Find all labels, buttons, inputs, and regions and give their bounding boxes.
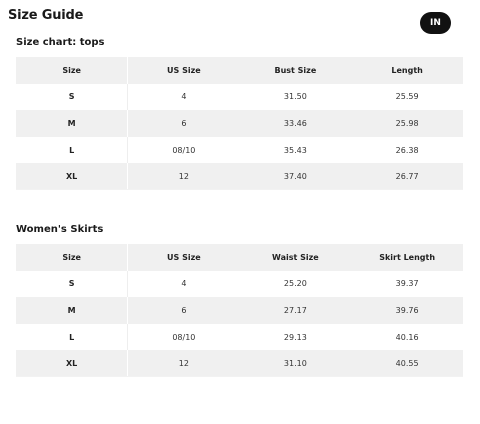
column-header: Waist Size [272,252,319,262]
bust-size-cell: 35.43 [283,145,307,155]
column-header: Size [16,57,128,84]
bust-size-cell: 31.50 [283,92,307,102]
table-row [16,350,463,377]
waist-size-cell: 29.13 [283,332,307,342]
column-header: US Size [167,252,201,262]
table-row [16,137,463,164]
tops-size-table [16,57,463,190]
skirt-length-cell: 40.16 [395,332,419,342]
column-header: Length [391,65,423,75]
waist-size-cell: 25.20 [283,279,307,289]
table-row [16,84,463,111]
skirt-length-cell: 39.76 [395,305,419,315]
table-row [16,297,463,324]
us-size-cell: 12 [128,350,240,377]
us-size-cell: 6 [181,305,187,315]
size-cell: M [16,297,128,324]
table-row [16,110,463,137]
length-cell: 25.59 [395,92,419,102]
waist-size-cell: 31.10 [240,350,352,377]
unit-toggle-button[interactable]: IN [420,12,451,34]
length-cell: 26.38 [395,145,419,155]
skirts-size-table [16,244,463,377]
us-size-cell: 4 [181,279,187,289]
column-header: Bust Size [274,65,317,75]
us-size-cell: 4 [181,92,187,102]
us-size-cell: 08/10 [172,332,196,342]
column-header: Size [16,244,128,271]
skirt-length-cell: 40.55 [351,350,463,377]
size-cell: XL [16,350,128,377]
table-row [16,324,463,351]
column-header: US Size [167,65,201,75]
table-row [16,163,463,190]
size-cell: L [16,137,128,164]
table-header-row [16,244,463,271]
waist-size-cell: 27.17 [283,305,307,315]
size-cell: M [16,110,128,137]
skirts-chart-title: Women's Skirts [16,224,104,235]
tops-chart-title: Size chart: tops [16,37,105,48]
size-cell: S [16,271,128,298]
length-cell: 25.98 [395,118,419,128]
table-header-row [16,57,463,84]
size-cell: XL [16,163,128,190]
size-cell: S [16,84,128,111]
size-cell: L [16,324,128,351]
table-row [16,271,463,298]
bust-size-cell: 37.40 [240,163,352,190]
skirt-length-cell: 39.37 [395,279,419,289]
us-size-cell: 6 [181,118,187,128]
page-title: Size Guide [8,8,84,23]
length-cell: 26.77 [351,163,463,190]
column-header: Skirt Length [379,252,436,262]
us-size-cell: 12 [128,163,240,190]
us-size-cell: 08/10 [172,145,196,155]
bust-size-cell: 33.46 [283,118,307,128]
